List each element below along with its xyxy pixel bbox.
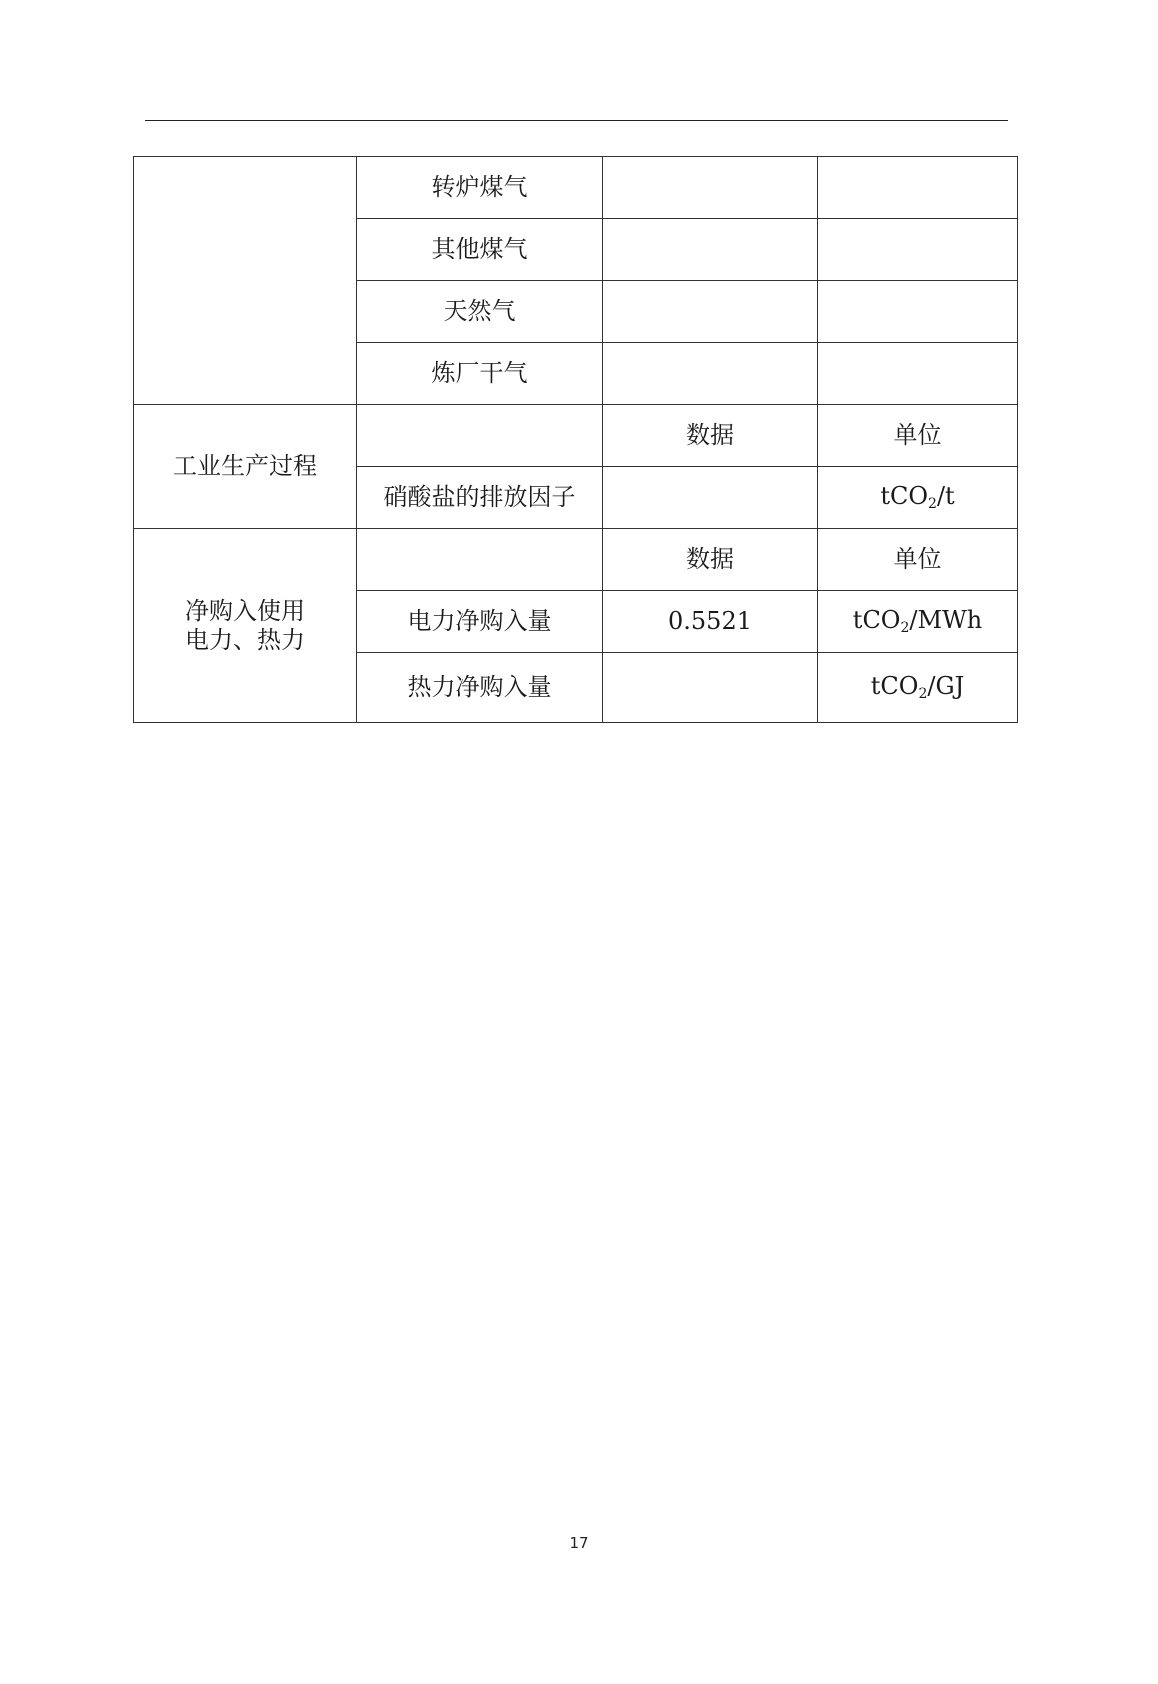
header-empty-cell <box>357 529 603 591</box>
header-rule <box>145 120 1008 121</box>
row-label: 硝酸盐的排放因子 <box>357 467 603 529</box>
row-unit: tCO$_2$/GJ <box>818 653 1018 723</box>
row-label: 电力净购入量 <box>357 591 603 653</box>
group-label-industrial: 工业生产过程 <box>134 405 357 529</box>
header-unit: 单位 <box>818 529 1018 591</box>
fuel-label: 天然气 <box>357 281 603 343</box>
table-row <box>134 529 1018 591</box>
unit-cell <box>818 157 1018 219</box>
fuel-label: 转炉煤气 <box>357 157 603 219</box>
fuel-label: 其他煤气 <box>357 219 603 281</box>
header-unit: 单位 <box>818 405 1018 467</box>
header-empty-cell <box>357 405 603 467</box>
row-value <box>603 467 818 529</box>
row-unit: tCO$_2$/MWh <box>818 591 1018 653</box>
value-cell <box>603 343 818 405</box>
value-cell <box>603 219 818 281</box>
emission-factor-table <box>133 156 1018 723</box>
header-value: 数据 <box>603 529 818 591</box>
row-unit: tCO$_2$/t <box>818 467 1018 529</box>
fuel-label: 炼厂干气 <box>357 343 603 405</box>
table-row <box>134 157 1018 219</box>
value-cell <box>603 157 818 219</box>
table-row <box>134 405 1018 467</box>
header-value: 数据 <box>603 405 818 467</box>
unit-cell <box>818 343 1018 405</box>
row-label: 热力净购入量 <box>357 653 603 723</box>
value-cell <box>603 281 818 343</box>
group-label-purchased: 净购入使用 电力、热力 <box>134 529 357 723</box>
group-cell-fuels <box>134 157 357 405</box>
row-value: 0.5521 <box>603 591 818 653</box>
unit-cell <box>818 281 1018 343</box>
page-number: 17 <box>569 1534 589 1552</box>
row-value <box>603 653 818 723</box>
unit-cell <box>818 219 1018 281</box>
